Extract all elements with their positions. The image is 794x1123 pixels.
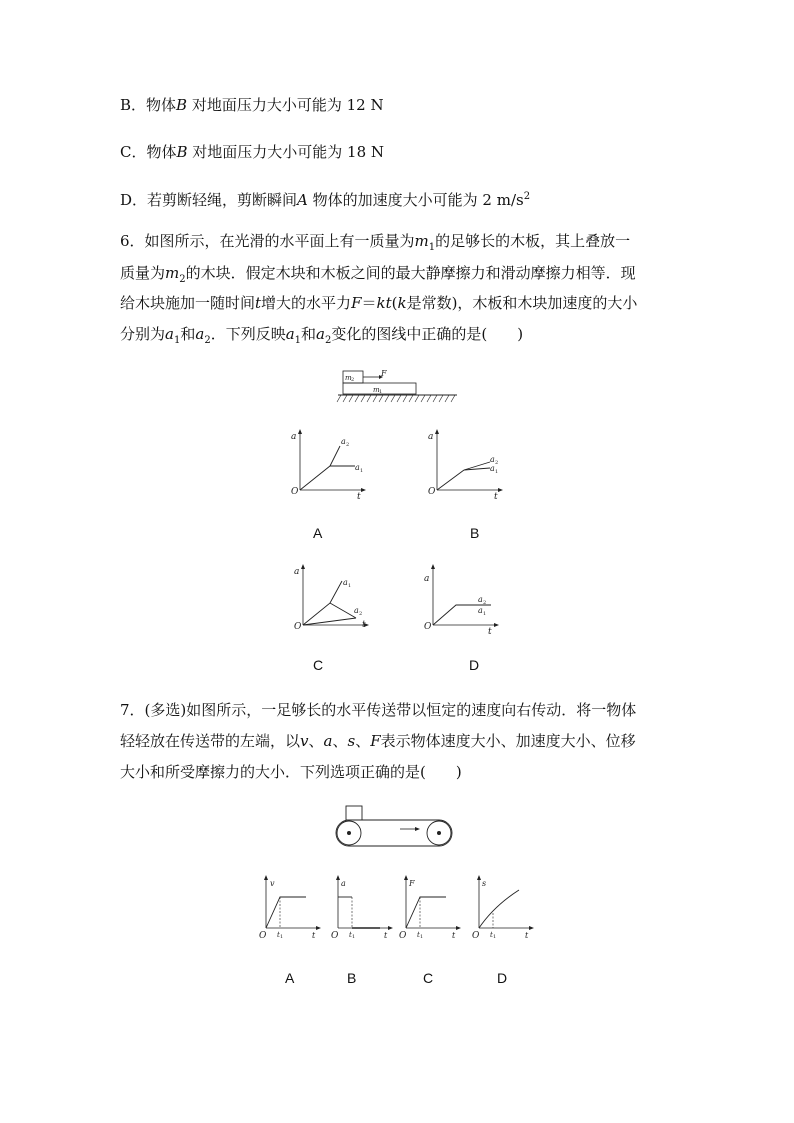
q6-graph-d [418, 563, 503, 635]
label-a1: a [343, 578, 348, 587]
label-a2-sub: 2 [483, 600, 487, 606]
q7-line-3: 大小和所受摩擦力的大小．下列选项正确的是( ) [120, 763, 462, 781]
option-d: D．若剪断轻绳，剪断瞬间A 物体的加速度大小可能为 2 $m/s^2$ [120, 191, 531, 209]
q6-caption-a: A [313, 525, 323, 541]
label-t: t [362, 620, 366, 630]
q6-line-3: 给木块施加一随时间t增大的水平力F＝kt(k是常数)，木板和木块加速度的大小 [120, 294, 638, 312]
label-t1: t [490, 931, 493, 939]
label-s: s [482, 879, 487, 888]
label-a: a [294, 567, 300, 577]
label-t: t [494, 492, 498, 500]
label-a2: a [478, 595, 483, 604]
label-a2: a [490, 455, 495, 464]
option-b: B．物体B 对地面压力大小可能为 12 N [120, 96, 384, 114]
label-a: a [424, 574, 430, 584]
label-t1-sub: 1 [280, 934, 284, 940]
label-a2-sub: 2 [346, 442, 350, 448]
option-c: C．物体B 对地面压力大小可能为 18 N [120, 143, 385, 161]
label-origin: O [424, 622, 432, 632]
q7-line-2: 轻轻放在传送带的左端，以v、a、s、F表示物体速度大小、加速度大小、位移 [120, 732, 636, 750]
curve-s [479, 890, 519, 928]
label-origin: O [331, 931, 339, 941]
label-a1: a [490, 464, 495, 473]
q6-caption-b: B [470, 525, 480, 541]
label-f: F [409, 879, 415, 888]
conveyor-belt-figure [330, 802, 458, 854]
q7-line-1: 7．(多选)如图所示，一足够长的水平传送带以恒定的速度向右传动．将一物体 [120, 701, 637, 719]
q7-caption-d: D [497, 970, 508, 986]
label-origin: O [259, 931, 267, 941]
label-a1-sub: 1 [495, 469, 499, 475]
label-origin: O [472, 931, 480, 941]
label-v: v [270, 879, 275, 888]
label-a1-sub: 1 [348, 583, 352, 589]
q6-caption-d: D [469, 657, 480, 673]
q6-graph-c [288, 563, 373, 635]
q6-line-4: 分别为$a_1$和$a_2$．下列反映$a_1$和$a_2$变化的图线中正确的是( ) [120, 325, 524, 346]
curve-f [406, 897, 446, 928]
label-t1: t [349, 931, 352, 939]
q6-line-1: 6．如图所示，在光滑的水平面上有一质量为$m_1$的足够长的木板，其上叠放一 [120, 232, 631, 253]
label-f: F [381, 369, 387, 378]
label-a2: a [341, 437, 346, 446]
label-t1: t [417, 931, 420, 939]
label-m2-sub: 2 [351, 377, 355, 383]
q7-caption-c: C [423, 970, 434, 986]
q7-graph-a [256, 874, 324, 942]
label-a1: a [478, 606, 483, 615]
q6-graph-a [285, 428, 370, 500]
q7-caption-b: B [347, 970, 357, 986]
curve-shared [437, 470, 464, 490]
label-origin: O [428, 487, 436, 497]
label-t: t [312, 931, 316, 940]
label-t: t [384, 931, 388, 940]
label-a1-sub: 1 [483, 611, 487, 617]
label-a: a [341, 879, 346, 888]
label-a: a [428, 432, 434, 442]
label-t1-sub: 1 [420, 934, 424, 940]
q7-caption-a: A [285, 970, 295, 986]
label-t1: t [277, 931, 280, 939]
label-a1-sub: 1 [360, 468, 364, 474]
label-origin: O [399, 931, 407, 941]
q7-graph-c [396, 874, 464, 942]
label-origin: O [294, 622, 302, 632]
label-t: t [357, 492, 361, 500]
label-t: t [488, 627, 492, 635]
q7-graph-b [328, 874, 396, 942]
label-a2-sub: 2 [495, 460, 499, 466]
label-origin: O [291, 487, 299, 497]
label-a2-sub: 2 [359, 611, 363, 617]
q6-caption-c: C [313, 657, 324, 673]
q6-line-2: 质量为$m_2$的木块．假定木块和木板之间的最大静摩擦力和滑动摩擦力相等．现 [120, 264, 636, 285]
ground-hatch [337, 395, 455, 402]
q6-setup-figure [335, 368, 460, 410]
curve-v [266, 897, 306, 928]
curve-a1 [330, 581, 342, 603]
label-a: a [291, 432, 297, 442]
label-t: t [452, 931, 456, 940]
object-block [346, 806, 362, 820]
q7-graph-d [469, 874, 537, 942]
label-t: t [525, 931, 529, 940]
q6-graph-b [422, 428, 507, 500]
label-m1: m [373, 386, 380, 394]
label-t1-sub: 1 [493, 934, 497, 940]
label-m2: m [345, 374, 352, 382]
label-a2: a [354, 606, 359, 615]
label-a1: a [355, 463, 360, 472]
label-t1-sub: 1 [352, 934, 356, 940]
curve-a2 [330, 446, 340, 466]
curve-a1 [300, 466, 355, 490]
label-m1-sub: 1 [379, 389, 383, 395]
